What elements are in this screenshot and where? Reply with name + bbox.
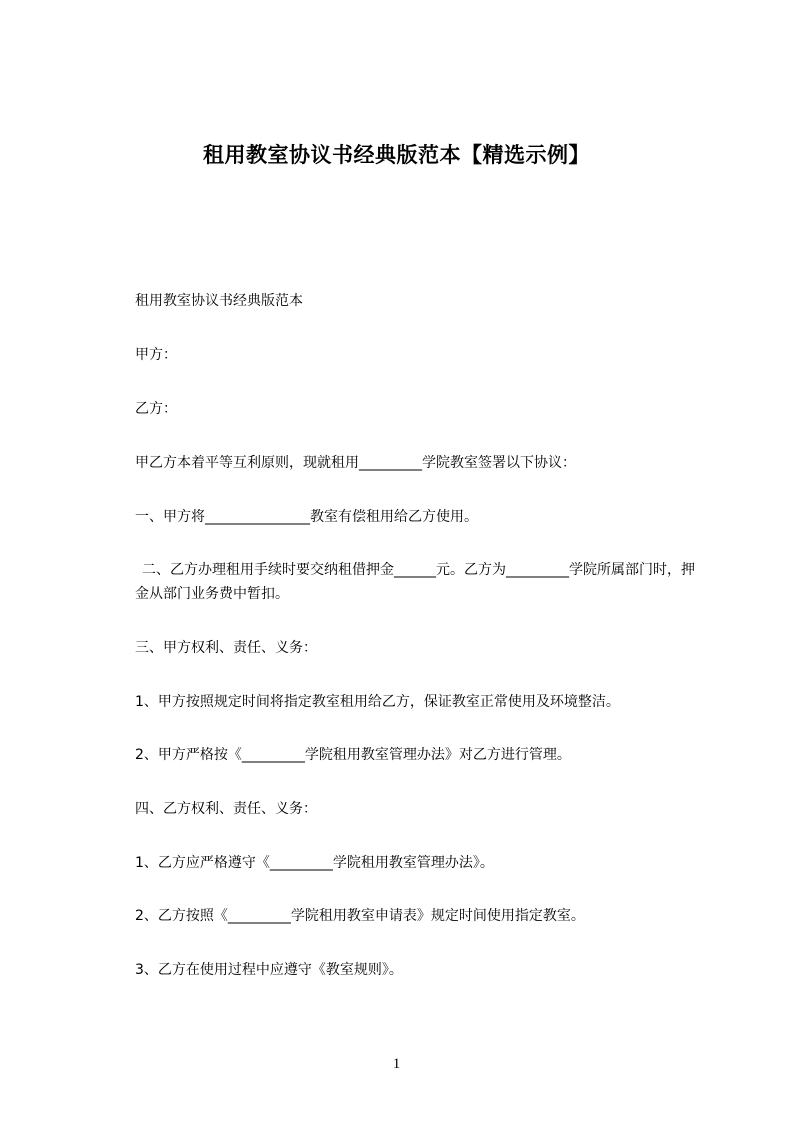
- page-number: 1: [392, 1056, 401, 1072]
- paragraph-party-a: 甲方：: [135, 347, 177, 363]
- paragraph-clause-3-item-1: 1、甲方按照规定时间将指定教室租用给乙方，保证教室正常使用及环境整洁。: [135, 694, 620, 710]
- document-title: 租用教室协议书经典版范本【精选示例】: [203, 143, 590, 167]
- paragraph-clause-4-item-3: 3、乙方在使用过程中应遵守《教室规则》。: [135, 962, 403, 978]
- paragraph-party-b: 乙方：: [135, 401, 177, 417]
- paragraph-subtitle: 租用教室协议书经典版范本: [135, 293, 303, 309]
- paragraph-preamble: 甲乙方本着平等互利原则，现就租用_________学院教室签署以下协议：: [135, 455, 576, 471]
- paragraph-clause-3-item-2: 2、甲方严格按《_________学院租用教室管理办法》对乙方进行管理。: [135, 747, 571, 763]
- paragraph-clause-1: 一、甲方将_______________教室有偿租用给乙方使用。: [135, 509, 478, 525]
- paragraph-clause-2: 二、乙方办理租用手续时要交纳租借押金______元。乙方为_________学院所属部门时，押金从部门业务费中暂扣。: [135, 562, 695, 602]
- paragraph-clause-3-heading: 三、甲方权利、责任、义务：: [135, 640, 317, 656]
- paragraph-clause-4-item-1: 1、乙方应严格遵守《_________学院租用教室管理办法》。: [135, 855, 494, 871]
- paragraph-clause-4-item-2: 2、乙方按照《_________学院租用教室申请表》规定时间使用指定教室。: [135, 908, 585, 924]
- paragraph-clause-4-heading: 四、乙方权利、责任、义务：: [135, 801, 317, 817]
